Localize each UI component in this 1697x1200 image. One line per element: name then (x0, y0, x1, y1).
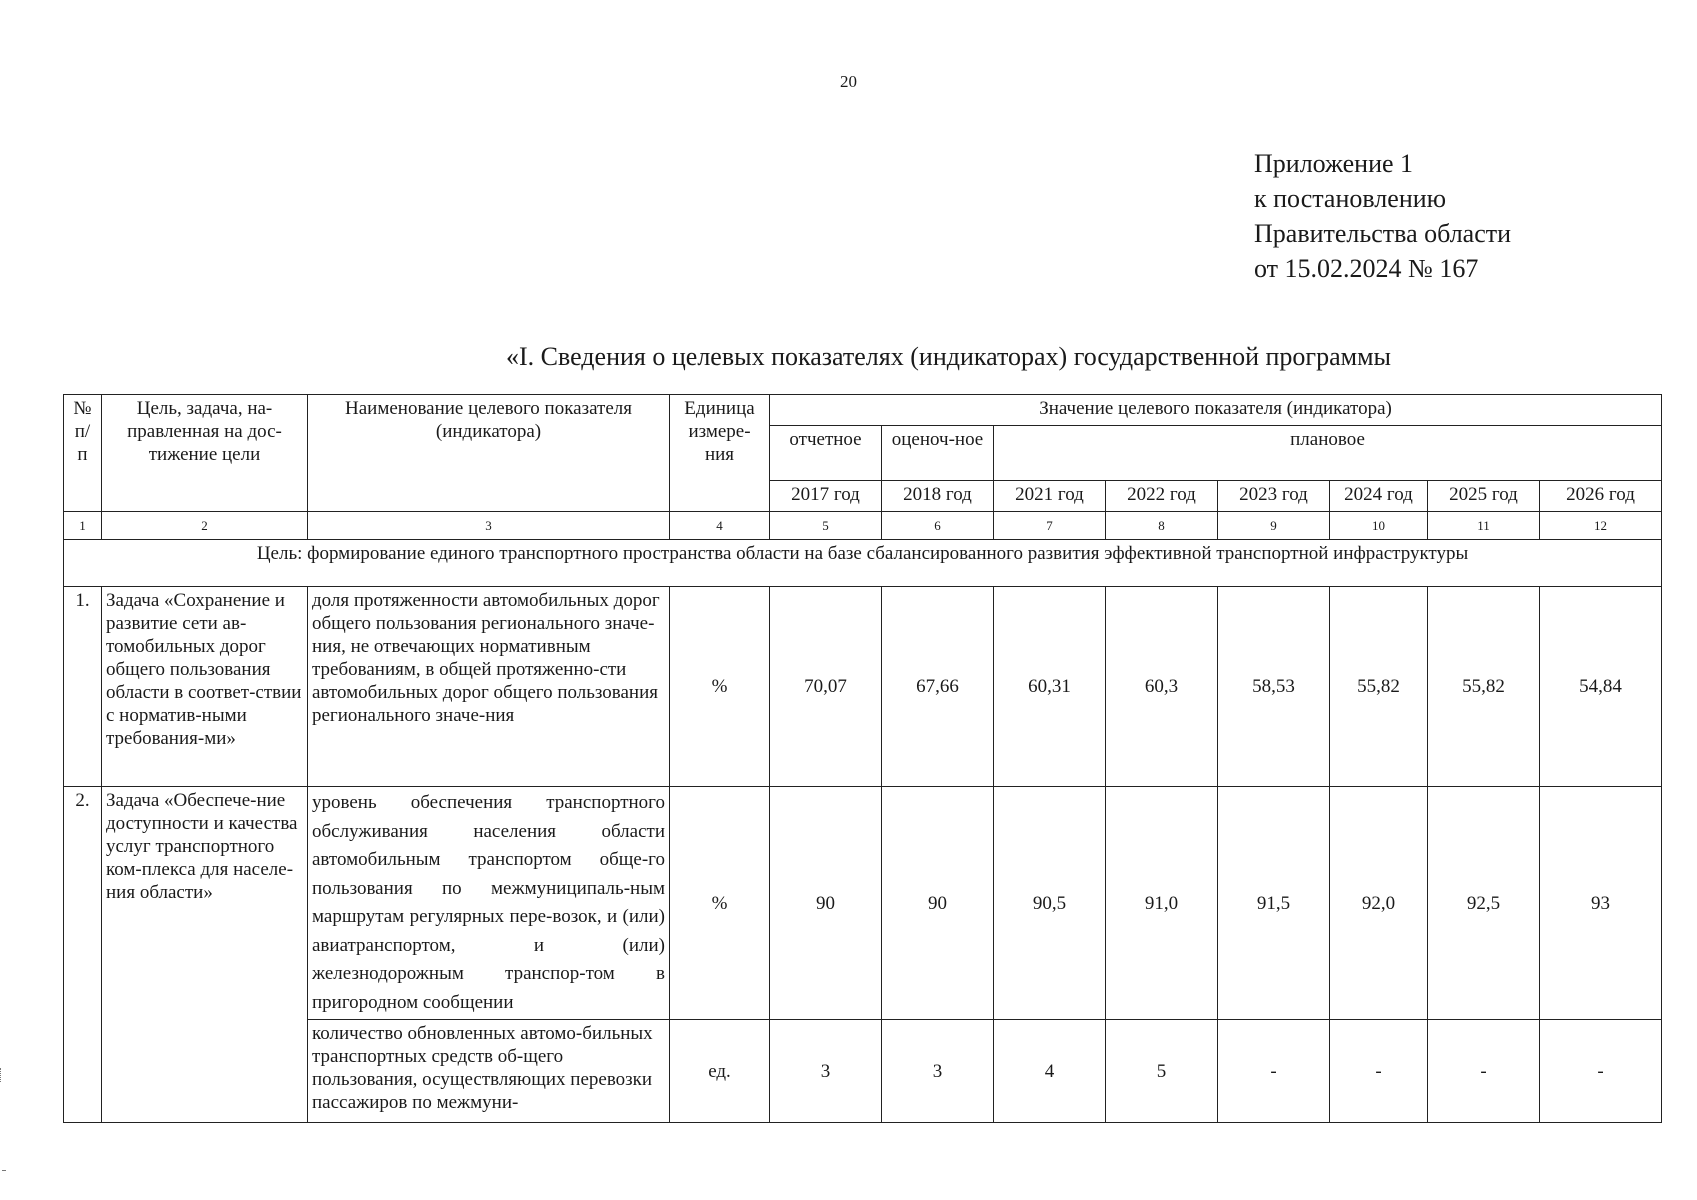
year-cell: 2026 год (1540, 481, 1662, 512)
indicator-name: доля протяженности автомобильных дорог общего пользования регионального значе-ния, не отвечающих нормативным требованиям, в общей протяженно-сти автомобильных дорог общего пользования регионального значе-ния (308, 587, 670, 787)
scan-edge-mark (2, 1170, 6, 1171)
header-estimated: оценоч-ное (882, 426, 994, 481)
value-cell: 91,5 (1218, 787, 1330, 1020)
table-row (64, 587, 1662, 787)
value-cell: 92,0 (1330, 787, 1428, 1020)
column-number: 3 (308, 512, 670, 540)
annex-line-4: от 15.02.2024 № 167 (1254, 254, 1479, 283)
column-number: 2 (102, 512, 308, 540)
value-cell: 70,07 (770, 587, 882, 787)
task-text: Задача «Сохранение и развитие сети ав-томобильных дорог общего пользования области в соответ-ствии с норматив-ными требования-ми» (102, 587, 308, 787)
value-cell: 3 (882, 1020, 994, 1123)
header-num: № п/ п (64, 395, 102, 512)
column-number: 8 (1106, 512, 1218, 540)
year-cell: 2017 год (770, 481, 882, 512)
indicator-name: количество обновленных автомо-бильных транспортных средств об-щего пользования, осуществляющих перевозки пассажиров по межмуни- (308, 1020, 670, 1123)
value-cell: 67,66 (882, 587, 994, 787)
year-cell: 2023 год (1218, 481, 1330, 512)
value-cell: - (1330, 1020, 1428, 1123)
value-cell: 58,53 (1218, 587, 1330, 787)
header-row-1 (64, 395, 1662, 426)
year-cell: 2025 год (1428, 481, 1540, 512)
value-cell: 92,5 (1428, 787, 1540, 1020)
page-number: 20 (840, 72, 857, 91)
value-cell: - (1428, 1020, 1540, 1123)
row-number: 2. (64, 787, 102, 1123)
document-title: «I. Сведения о целевых показателях (индикаторах) государственной программы (505, 342, 1391, 371)
annex-block (1254, 146, 1511, 286)
unit-cell: % (670, 587, 770, 787)
unit-cell: % (670, 787, 770, 1020)
value-cell: 54,84 (1540, 587, 1662, 787)
column-number: 4 (670, 512, 770, 540)
task-text: Задача «Обеспече-ние доступности и качества услуг транспортного ком-плекса для населе-ния области» (102, 787, 308, 1123)
goal-text: Цель: формирование единого транспортного пространства области на базе сбалансированного развития эффективной транспортной инфраструктуры (64, 540, 1662, 587)
column-number: 6 (882, 512, 994, 540)
value-cell: - (1540, 1020, 1662, 1123)
value-cell: 4 (994, 1020, 1106, 1123)
column-number: 10 (1330, 512, 1428, 540)
year-cell: 2021 год (994, 481, 1106, 512)
header-reported: отчетное (770, 426, 882, 481)
year-cell: 2018 год (882, 481, 994, 512)
indicators-table (63, 394, 1662, 1123)
scan-edge-mark (0, 1068, 5, 1082)
value-cell: 3 (770, 1020, 882, 1123)
column-number: 7 (994, 512, 1106, 540)
annex-line-2: к постановлению (1254, 184, 1447, 213)
column-number-row (64, 512, 1662, 540)
goal-row (64, 540, 1662, 587)
header-value: Значение целевого показателя (индикатора) (770, 395, 1662, 426)
column-number: 9 (1218, 512, 1330, 540)
header-unit: Единица измере-ния (670, 395, 770, 512)
value-cell: 5 (1106, 1020, 1218, 1123)
value-cell: 55,82 (1428, 587, 1540, 787)
header-indicator-name: Наименование целевого показателя (индикатора) (308, 395, 670, 512)
year-cell: 2024 год (1330, 481, 1428, 512)
table-row (64, 787, 1662, 1020)
unit-cell: ед. (670, 1020, 770, 1123)
value-cell: - (1218, 1020, 1330, 1123)
indicator-name: уровень обеспечения транспортного обслуживания населения области автомобильным транспортом обще-го пользования по межмуниципаль-ным маршрутам регулярных пере-возок, и (или) авиатранспортом, и (или) железнодорожным транспор-том в пригородном сообщении (308, 787, 670, 1020)
value-cell: 91,0 (1106, 787, 1218, 1020)
value-cell: 60,31 (994, 587, 1106, 787)
annex-line-3: Правительства области (1254, 219, 1512, 248)
value-cell: 55,82 (1330, 587, 1428, 787)
column-number: 12 (1540, 512, 1662, 540)
value-cell: 90,5 (994, 787, 1106, 1020)
column-number: 5 (770, 512, 882, 540)
value-cell: 90 (882, 787, 994, 1020)
annex-line-1: Приложение 1 (1254, 149, 1414, 178)
header-planned: плановое (994, 426, 1662, 481)
column-number: 11 (1428, 512, 1540, 540)
column-number: 1 (64, 512, 102, 540)
row-number: 1. (64, 587, 102, 787)
value-cell: 93 (1540, 787, 1662, 1020)
header-goal: Цель, задача, на-правленная на дос-тижение цели (102, 395, 308, 512)
value-cell: 90 (770, 787, 882, 1020)
year-cell: 2022 год (1106, 481, 1218, 512)
value-cell: 60,3 (1106, 587, 1218, 787)
